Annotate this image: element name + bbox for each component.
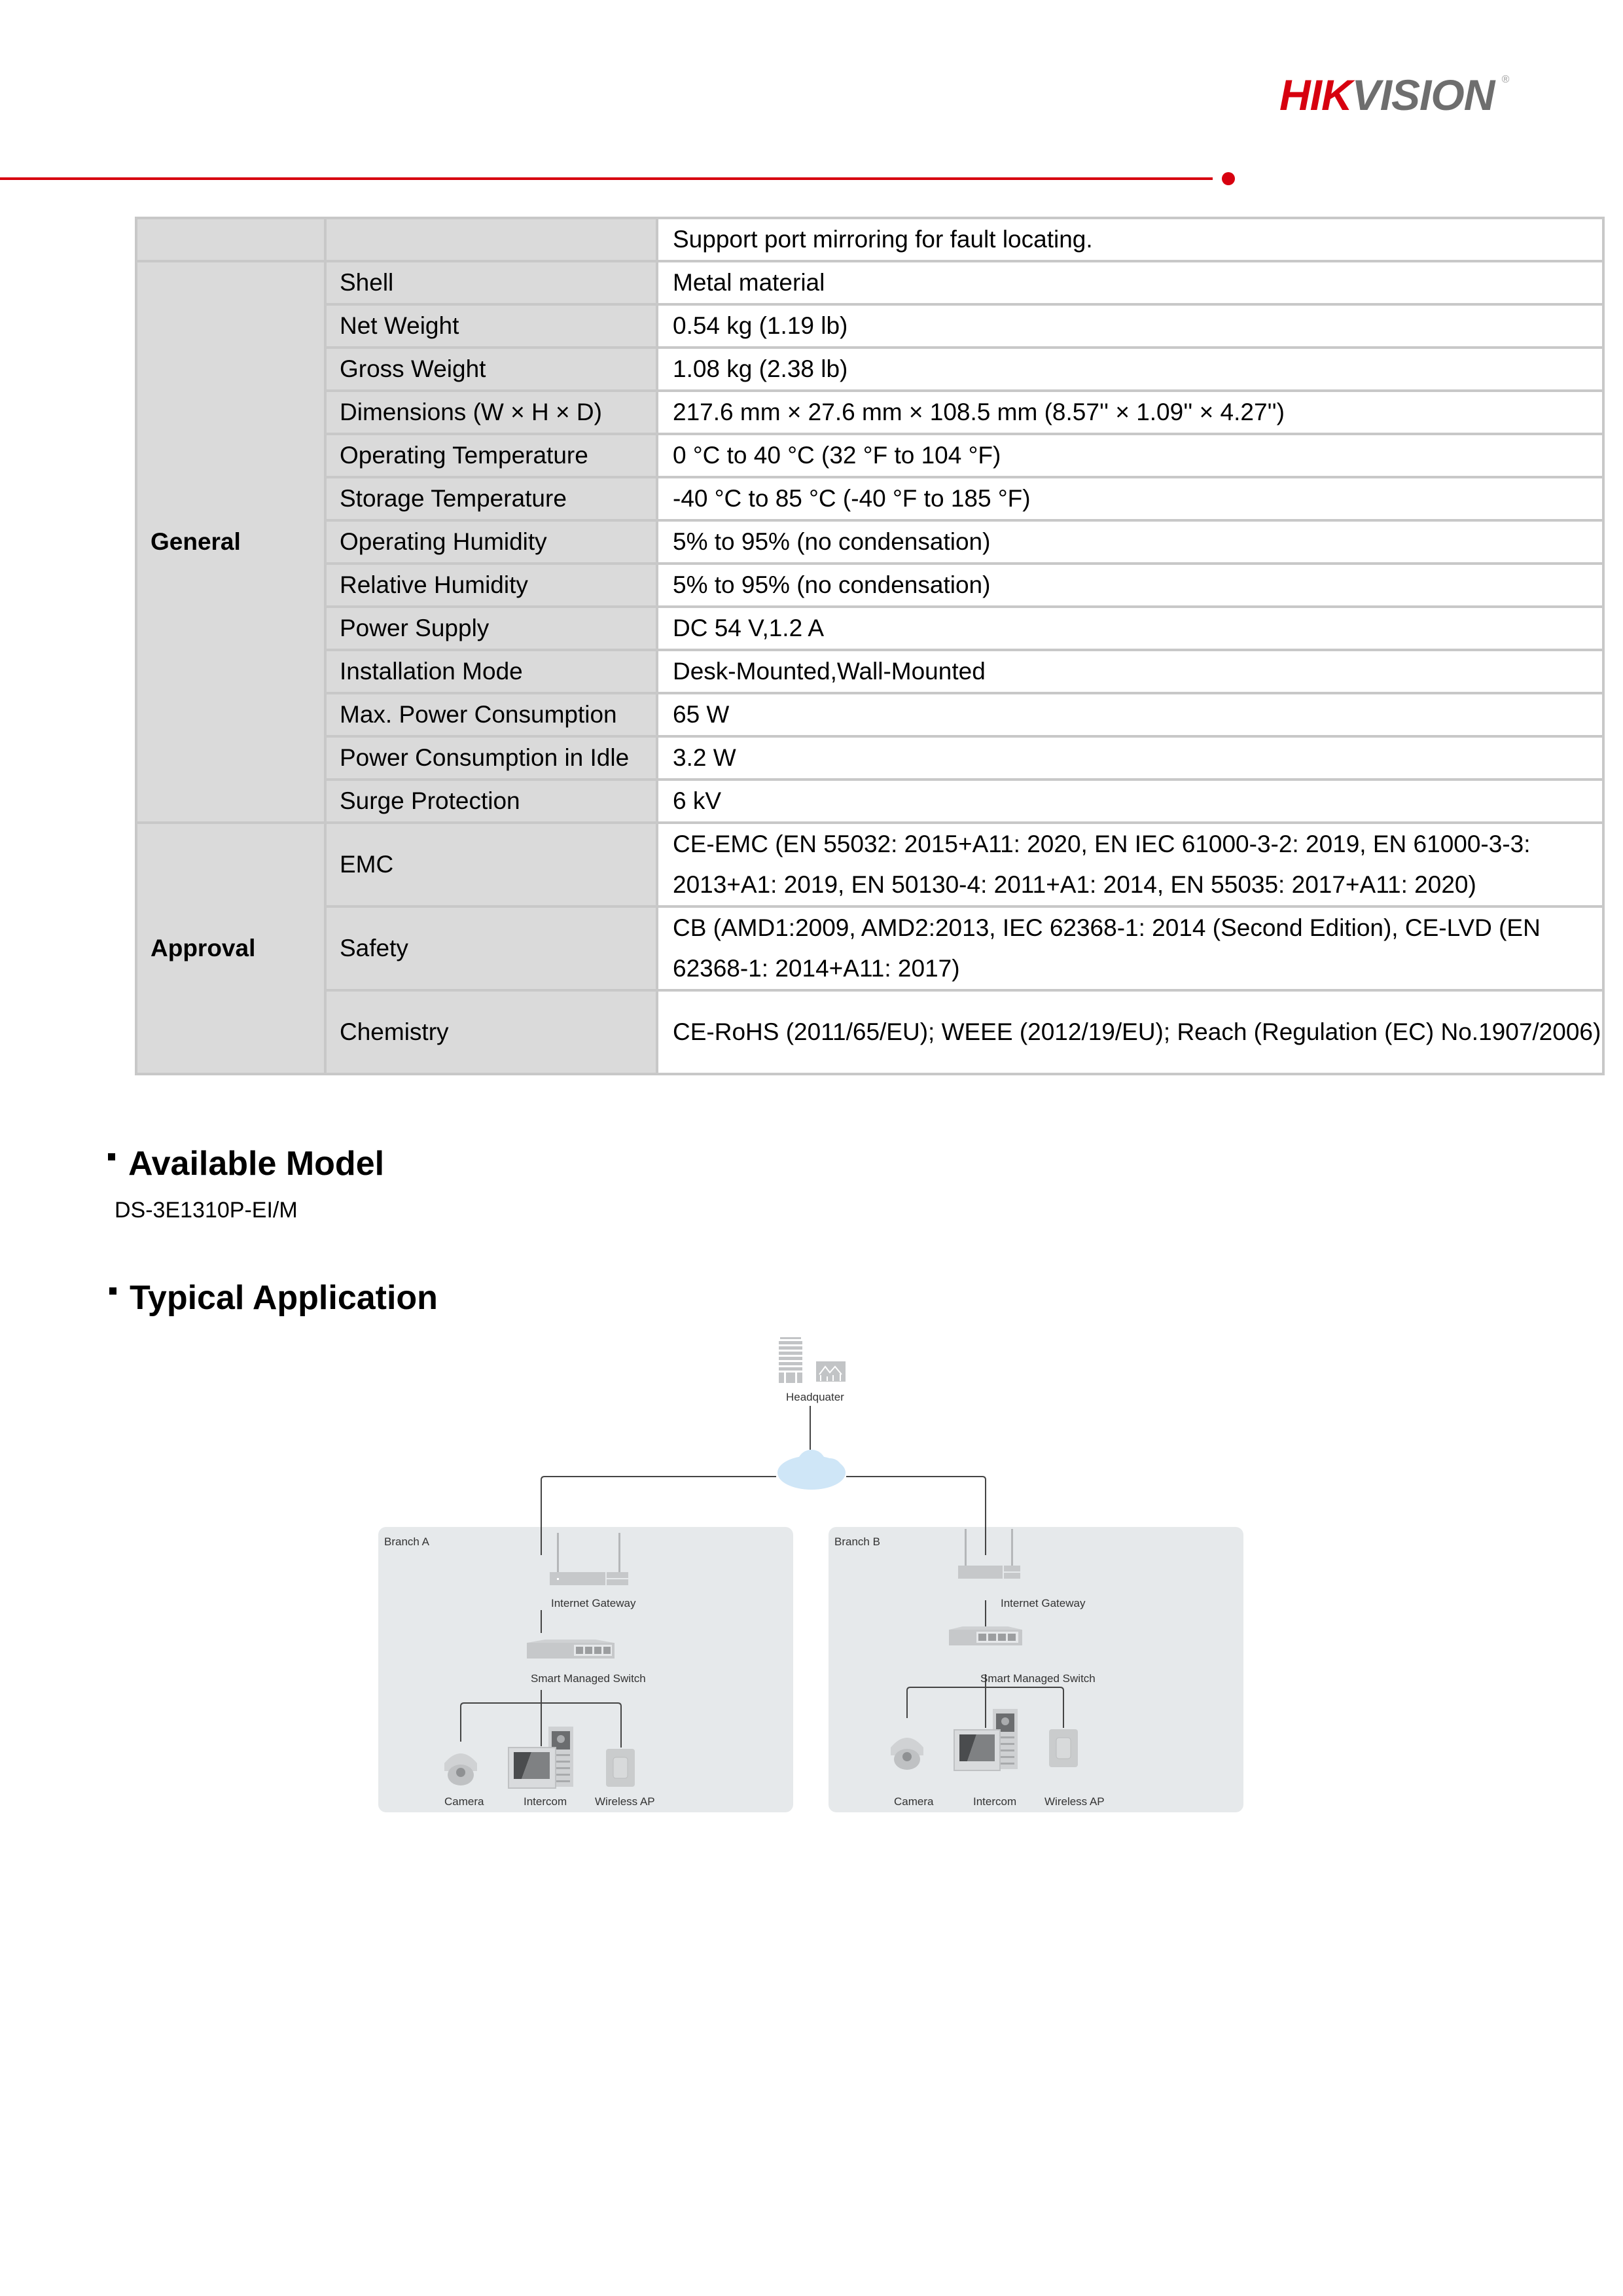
param-cell: Net Weight bbox=[325, 304, 657, 348]
switch-label: Smart Managed Switch bbox=[531, 1672, 646, 1685]
chart-monitor-icon bbox=[816, 1361, 846, 1382]
param-cell: Surge Protection bbox=[325, 780, 657, 823]
param-cell: Shell bbox=[325, 261, 657, 304]
gateway-label: Internet Gateway bbox=[551, 1597, 636, 1609]
value-cell: 3.2 W bbox=[657, 736, 1603, 780]
internet-gateway-icon bbox=[550, 1533, 628, 1585]
param-cell: Gross Weight bbox=[325, 348, 657, 391]
value-cell: -40 °C to 85 °C (-40 °F to 185 °F) bbox=[657, 477, 1603, 520]
device-label-wireless-ap: Wireless AP bbox=[595, 1795, 655, 1808]
device-label-wireless-ap: Wireless AP bbox=[1044, 1795, 1105, 1808]
wireless-ap-icon bbox=[606, 1749, 635, 1787]
registered-mark: ® bbox=[1501, 74, 1509, 85]
dome-camera-icon bbox=[891, 1738, 923, 1770]
value-cell: DC 54 V,1.2 A bbox=[657, 607, 1603, 650]
section-title-text: Available Model bbox=[128, 1145, 385, 1183]
param-cell: EMC bbox=[325, 823, 657, 906]
section-title-text: Typical Application bbox=[130, 1279, 438, 1317]
value-cell: CE-EMC (EN 55032: 2015+A11: 2020, EN IEC 61000-3-2: 2019, EN 61000-3-3: 2013+A1: 2019, EN 50130-4: 2011+A1: 2014, EN 55035: 2017+A11: 2020) bbox=[657, 823, 1603, 906]
logo-vision: VISION bbox=[1351, 71, 1495, 119]
value-cell: Metal material bbox=[657, 261, 1603, 304]
value-cell: CB (AMD1:2009, AMD2:2013, IEC 62368-1: 2014 (Second Edition), CE-LVD (EN 62368-1: 2014+A11: 2017) bbox=[657, 906, 1603, 990]
category-general: General bbox=[136, 261, 325, 823]
headquarter-label: Headquater bbox=[786, 1391, 844, 1403]
param-cell: Relative Humidity bbox=[325, 564, 657, 607]
smart-switch-icon bbox=[527, 1640, 615, 1659]
logo-hik: HIK bbox=[1279, 71, 1352, 119]
param-cell: Dimensions (W × H × D) bbox=[325, 391, 657, 434]
param-cell: Safety bbox=[325, 906, 657, 990]
value-cell: 1.08 kg (2.38 lb) bbox=[657, 348, 1603, 391]
value-cell: 5% to 95% (no condensation) bbox=[657, 564, 1603, 607]
value-cell: 5% to 95% (no condensation) bbox=[657, 520, 1603, 564]
param-cell: Chemistry bbox=[325, 990, 657, 1074]
param-cell: Power Consumption in Idle bbox=[325, 736, 657, 780]
value-cell: CE-RoHS (2011/65/EU); WEEE (2012/19/EU); Reach (Regulation (EC) No.1907/2006) bbox=[657, 990, 1603, 1074]
param-cell: Operating Humidity bbox=[325, 520, 657, 564]
building-icon bbox=[779, 1337, 802, 1383]
device-label-camera: Camera bbox=[894, 1795, 934, 1808]
model-number: DS-3E1310P-EI/M bbox=[115, 1198, 298, 1223]
param-cell: Power Supply bbox=[325, 607, 657, 650]
smart-switch-icon bbox=[949, 1626, 1022, 1645]
wireless-ap-icon bbox=[1049, 1729, 1078, 1767]
value-cell: 6 kV bbox=[657, 780, 1603, 823]
category-approval: Approval bbox=[136, 823, 325, 1074]
cloud-icon bbox=[777, 1450, 846, 1490]
device-label-intercom: Intercom bbox=[973, 1795, 1017, 1808]
param-cell: Installation Mode bbox=[325, 650, 657, 693]
value-cell: 65 W bbox=[657, 693, 1603, 736]
device-label-camera: Camera bbox=[444, 1795, 484, 1808]
value-cell: Support port mirroring for fault locating. bbox=[657, 218, 1603, 261]
value-cell: 0.54 kg (1.19 lb) bbox=[657, 304, 1603, 348]
branch-label: Branch B bbox=[834, 1535, 880, 1548]
branch-label: Branch A bbox=[384, 1535, 429, 1548]
switch-label: Smart Managed Switch bbox=[980, 1672, 1096, 1685]
value-cell: 0 °C to 40 °C (32 °F to 104 °F) bbox=[657, 434, 1603, 477]
device-label-intercom: Intercom bbox=[524, 1795, 567, 1808]
dome-camera-icon bbox=[444, 1753, 477, 1785]
value-cell: Desk-Mounted,Wall-Mounted bbox=[657, 650, 1603, 693]
param-cell: Operating Temperature bbox=[325, 434, 657, 477]
internet-gateway-icon bbox=[958, 1529, 1020, 1579]
value-cell: 217.6 mm × 27.6 mm × 108.5 mm (8.57'' × 1.09'' × 4.27'') bbox=[657, 391, 1603, 434]
param-cell: Storage Temperature bbox=[325, 477, 657, 520]
param-cell: Max. Power Consumption bbox=[325, 693, 657, 736]
gateway-label: Internet Gateway bbox=[1001, 1597, 1086, 1609]
